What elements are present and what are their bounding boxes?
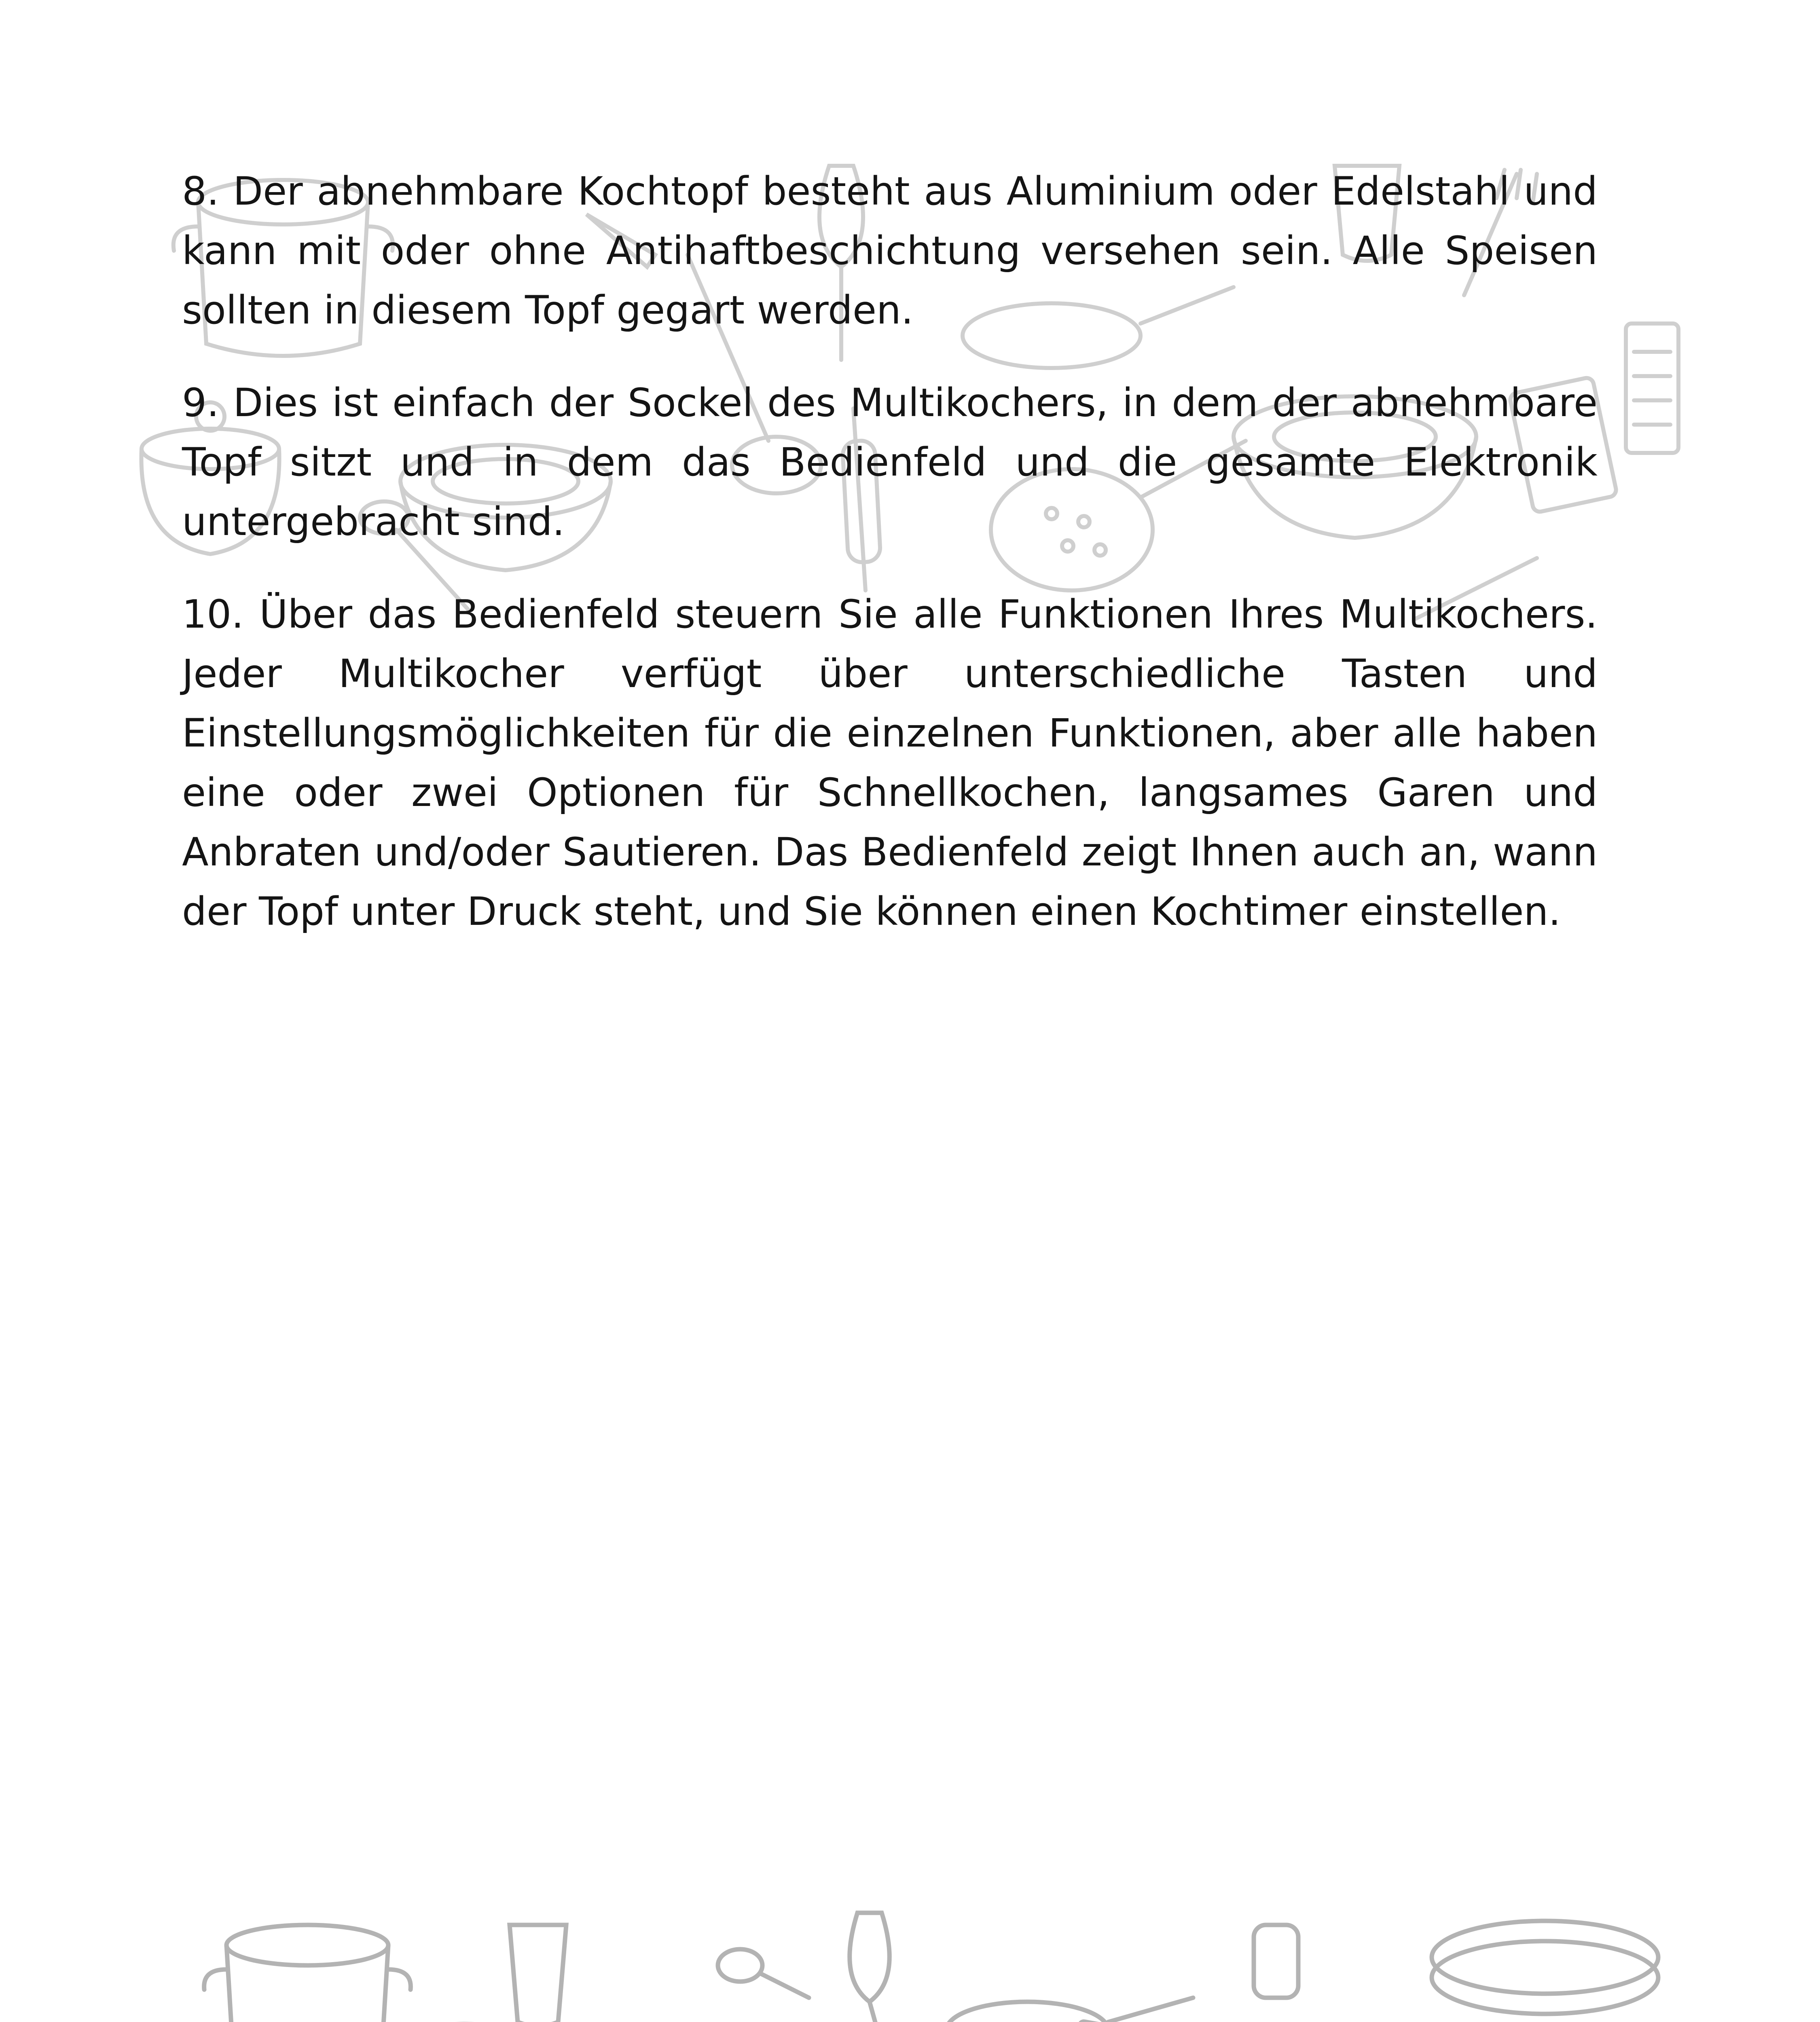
cake-tin-icon [1432, 1921, 1658, 2014]
glass-icon [510, 1925, 566, 2022]
grater-icon [1626, 324, 1678, 453]
whisk-icon [850, 1913, 890, 2022]
document-body [182, 162, 1598, 975]
paragraph-item-10: 10. Über das Bedienfeld steuern Sie alle Funktionen Ihres Multikochers. Jeder Multikocher verfügt über unterschiedliche Tasten und Einstellungsmöglichkeiten für die einzelnen Funktionen, aber alle haben eine oder zwei Optionen für Schnellkochen, langsames Garen und Anbraten und/oder Sautieren. Das Bedienfeld zeigt Ihnen auch an, wann der Topf unter Druck steht, und Sie können einen Kochtimer einstellen. [182, 592, 1598, 934]
kitchen-utensils-background-bottom [0, 1901, 1820, 2022]
pan-icon [946, 1998, 1193, 2022]
jar-icon [1254, 1925, 1298, 1998]
paragraph-item-8: 8. Der abnehmbare Kochtopf besteht aus Aluminium oder Edelstahl und kann mit oder ohne Antihaftbeschichtung versehen sein. Alle Speisen sollten in diesem Topf gegart werden. [182, 169, 1598, 333]
paragraph-item-9: 9. Dies ist einfach der Sockel des Multikochers, in dem der abnehmbare Topf sitzt und in dem das Bedienfeld und die gesamte Elektronik untergebracht sind. [182, 380, 1598, 544]
pot-icon [204, 1925, 411, 2022]
spoon-icon [625, 1949, 809, 2022]
